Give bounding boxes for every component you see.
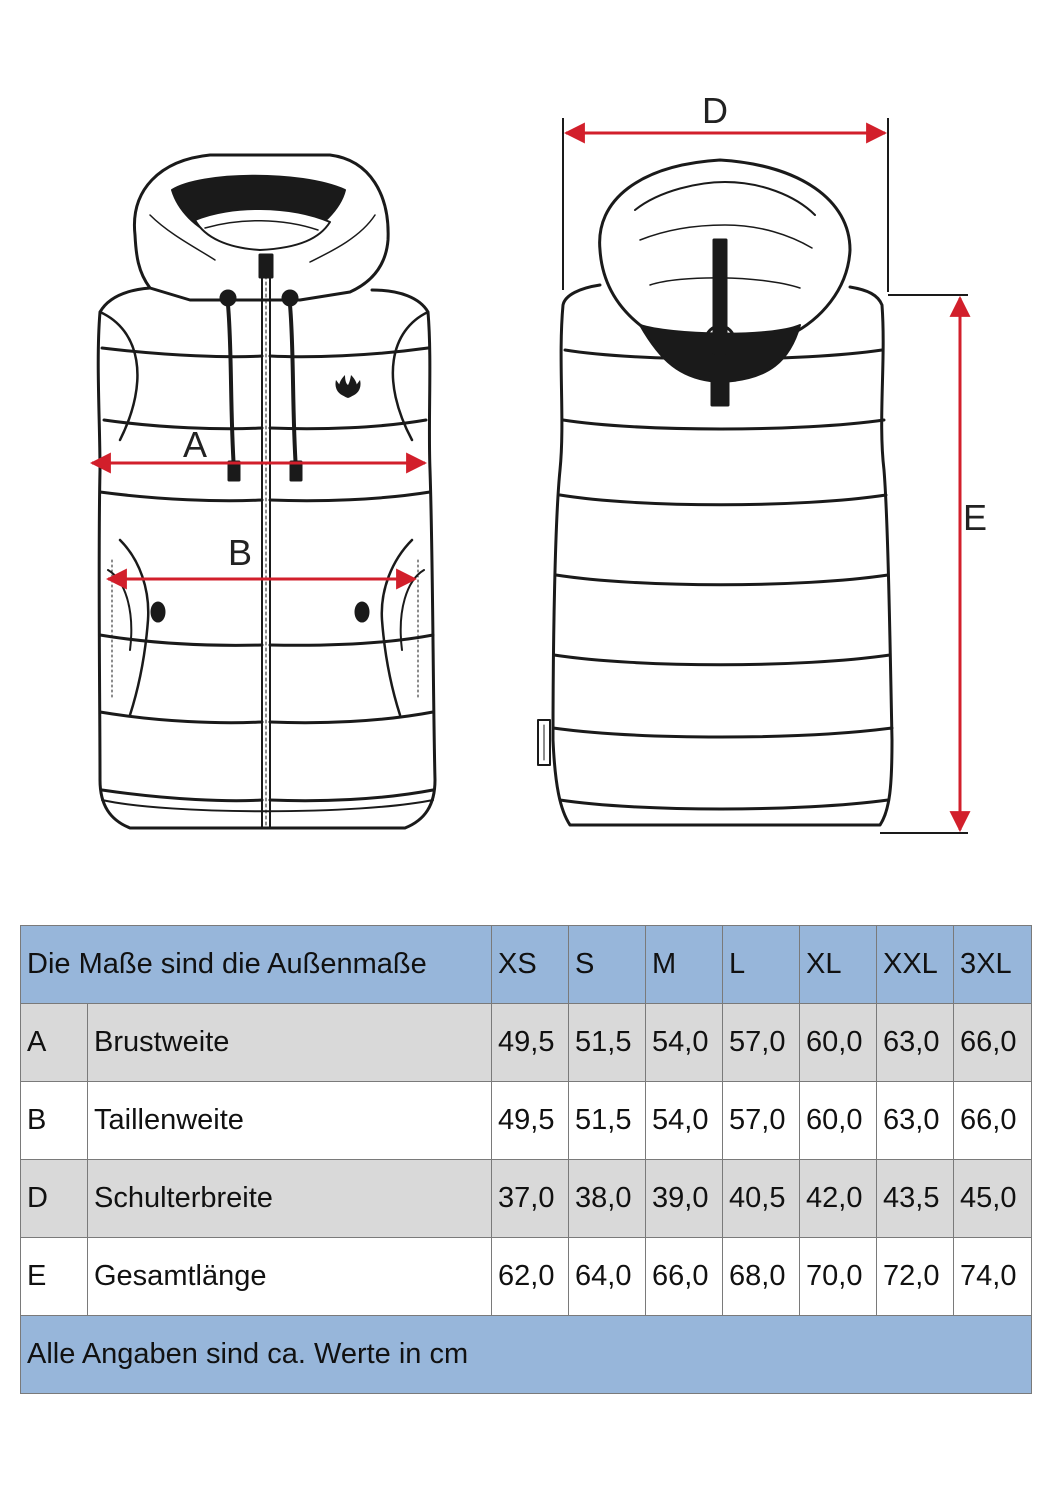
table-cell: 40,5	[723, 1160, 800, 1238]
label-d: D	[702, 90, 728, 131]
table-cell: 43,5	[877, 1160, 954, 1238]
table-cell: 54,0	[646, 1082, 723, 1160]
label-b: B	[228, 532, 253, 573]
table-cell: 66,0	[646, 1238, 723, 1316]
table-cell: 51,5	[569, 1082, 646, 1160]
table-row	[21, 1238, 1032, 1316]
table-cell: 45,0	[954, 1160, 1032, 1238]
size-header-s: S	[569, 926, 646, 1004]
table-cell: 57,0	[723, 1082, 800, 1160]
table-row	[21, 1160, 1032, 1238]
table-cell: 63,0	[877, 1082, 954, 1160]
row-name: Brustweite	[88, 1004, 492, 1082]
table-cell: 57,0	[723, 1004, 800, 1082]
size-header-l: L	[723, 926, 800, 1004]
table-cell: 66,0	[954, 1082, 1032, 1160]
row-name: Taillenweite	[88, 1082, 492, 1160]
table-cell: 39,0	[646, 1160, 723, 1238]
table-cell: 54,0	[646, 1004, 723, 1082]
size-header-m: M	[646, 926, 723, 1004]
size-header-3xl: 3XL	[954, 926, 1032, 1004]
zipper-icon	[260, 255, 272, 828]
row-code: D	[21, 1160, 88, 1238]
table-footer-row	[21, 1316, 1032, 1394]
table-header-row	[21, 926, 1032, 1004]
table-cell: 64,0	[569, 1238, 646, 1316]
table-cell: 49,5	[492, 1004, 569, 1082]
side-tag-icon	[538, 720, 550, 765]
table-cell: 66,0	[954, 1004, 1032, 1082]
label-e: E	[963, 497, 988, 538]
table-cell: 62,0	[492, 1238, 569, 1316]
table-cell: 51,5	[569, 1004, 646, 1082]
row-code: E	[21, 1238, 88, 1316]
size-header-xxl: XXL	[877, 926, 954, 1004]
table-cell: 63,0	[877, 1004, 954, 1082]
size-chart-table	[20, 925, 1032, 1394]
size-header-xs: XS	[492, 926, 569, 1004]
label-a: A	[183, 424, 208, 465]
back-vest-drawing	[538, 160, 892, 825]
table-row	[21, 1004, 1032, 1082]
table-cell: 60,0	[800, 1004, 877, 1082]
table-cell: 49,5	[492, 1082, 569, 1160]
table-cell: 74,0	[954, 1238, 1032, 1316]
table-cell: 72,0	[877, 1238, 954, 1316]
table-footnote: Alle Angaben sind ca. Werte in cm	[21, 1316, 1032, 1394]
table-cell: 70,0	[800, 1238, 877, 1316]
table-cell: 60,0	[800, 1082, 877, 1160]
row-code: B	[21, 1082, 88, 1160]
row-code: A	[21, 1004, 88, 1082]
table-cell: 68,0	[723, 1238, 800, 1316]
table-row	[21, 1082, 1032, 1160]
table-cell: 38,0	[569, 1160, 646, 1238]
table-cell: 42,0	[800, 1160, 877, 1238]
size-header-xl: XL	[800, 926, 877, 1004]
front-vest-drawing	[98, 155, 435, 828]
row-name: Schulterbreite	[88, 1160, 492, 1238]
row-name: Gesamtlänge	[88, 1238, 492, 1316]
table-caption: Die Maße sind die Außenmaße	[21, 926, 492, 1004]
table-cell: 37,0	[492, 1160, 569, 1238]
logo-emblem-icon	[335, 375, 360, 398]
